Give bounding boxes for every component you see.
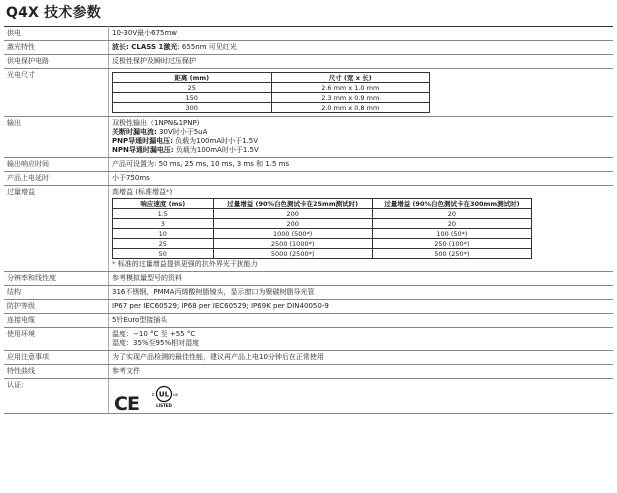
row-label: 激光特性 — [4, 41, 109, 55]
spec-row-rating — [4, 300, 613, 314]
table-cell: 200 — [213, 219, 372, 229]
table-row — [113, 83, 430, 93]
row-label: 输出 — [4, 117, 109, 158]
row-label: 认证: — [4, 379, 109, 414]
spec-row-connection — [4, 314, 613, 328]
spec-row-protection — [4, 55, 613, 69]
spec-row-laser — [4, 41, 613, 55]
table-cell: 2500 (1000*) — [213, 239, 372, 249]
column-header: 过量增益 (90%白色测试卡在300mm测试时) — [372, 199, 531, 209]
table-cell: 10 — [113, 229, 214, 239]
row-value — [109, 41, 614, 55]
table-row — [113, 219, 532, 229]
row-value: 参考模拟量型号的资料 — [109, 272, 614, 286]
ul-mark-text: UL — [158, 390, 170, 399]
row-value: 为了实现产品检测的最佳性能，建议再产品上电10分钟后在正常使用 — [109, 351, 614, 365]
table-cell: 300 — [113, 103, 272, 113]
spec-row-certification — [4, 379, 613, 414]
row-value: 10-30V最小675mw — [109, 27, 614, 41]
table-row — [113, 239, 532, 249]
output-npn: NPN导通时漏电压: 负载为100mA时小于1.5V — [112, 146, 259, 154]
ce-mark-icon: CE — [114, 393, 139, 415]
table-cell: 2.0 mm x 0.8 mm — [271, 103, 430, 113]
table-cell: 25 — [113, 239, 214, 249]
laser-wavelength: : 655nm 可见红光 — [177, 43, 237, 51]
row-label: 结构 — [4, 286, 109, 300]
table-row — [113, 229, 532, 239]
spec-row-gain — [4, 186, 613, 272]
row-label: 使用环境 — [4, 328, 109, 351]
output-leakage: 关断时漏电流: 30V时小于5uA — [112, 128, 208, 136]
table-cell: 2.3 mm x 0.9 mm — [271, 93, 430, 103]
table-cell: 500 (250*) — [372, 249, 531, 259]
spec-row-curve — [4, 365, 613, 379]
spec-table — [4, 26, 613, 414]
table-cell: 50 — [113, 249, 214, 259]
spec-row-notes — [4, 351, 613, 365]
table-row — [113, 249, 532, 259]
row-label: 产品上电延时 — [4, 172, 109, 186]
table-cell: 1.5 — [113, 209, 214, 219]
ul-us-text: us — [172, 393, 179, 398]
row-value: 5针Euro型接插头 — [109, 314, 614, 328]
table-cell: 2.6 mm x 1.0 mm — [271, 83, 430, 93]
row-label: 供电保护电路 — [4, 55, 109, 69]
spec-row-power — [4, 27, 613, 41]
spec-row-structure — [4, 286, 613, 300]
row-value: 产品可设置为: 50 ms, 25 ms, 10 ms, 3 ms 和 1.5 ms — [109, 158, 614, 172]
gain-note: * 标准的过量增益提供更强的抗外界光干扰能力 — [112, 260, 258, 268]
row-label: 连接电缆 — [4, 314, 109, 328]
spec-row-response — [4, 158, 613, 172]
ul-c-text: c — [151, 392, 155, 398]
table-cell: 100 (50*) — [372, 229, 531, 239]
spec-row-delay — [4, 172, 613, 186]
table-header-row — [113, 73, 430, 83]
row-value: 参考文件 — [109, 365, 614, 379]
row-label: 过量增益 — [4, 186, 109, 272]
row-value: 小于750ms — [109, 172, 614, 186]
ul-listed-icon — [149, 385, 179, 409]
table-cell: 1000 (500*) — [213, 229, 372, 239]
row-label: 防护等级 — [4, 300, 109, 314]
row-label: 光电尺寸 — [4, 69, 109, 117]
gain-intro: 高增益 (标准增益*) — [112, 188, 173, 196]
table-cell: 25 — [113, 83, 272, 93]
row-value: 316不锈钢，PMMA丙烯酸树脂镜头，显示窗口为聚碳树脂导光管 — [109, 286, 614, 300]
column-header: 过量增益 (90%白色测试卡在25mm测试时) — [213, 199, 372, 209]
table-cell: 5000 (2500*) — [213, 249, 372, 259]
row-value: IP67 per IEC60529; IP68 per IEC60529; IP69K per DIN40050-9 — [109, 300, 614, 314]
column-header: 响应速度 (ms) — [113, 199, 214, 209]
spec-row-resolution — [4, 272, 613, 286]
table-row — [113, 93, 430, 103]
laser-wavelength-label: 波长: — [112, 43, 132, 51]
spot-size-table — [112, 72, 430, 113]
gain-table — [112, 198, 532, 259]
row-label: 特性曲线 — [4, 365, 109, 379]
row-label: 供电 — [4, 27, 109, 41]
column-header: 尺寸 (宽 x 长) — [271, 73, 430, 83]
table-cell: 200 — [213, 209, 372, 219]
table-row — [113, 209, 532, 219]
row-label: 输出响应时间 — [4, 158, 109, 172]
row-label: 应用注意事项 — [4, 351, 109, 365]
row-value: 反极性保护及瞬时过压保护 — [109, 55, 614, 69]
spec-row-output — [4, 117, 613, 158]
env-humidity: 湿度：35%至95%相对湿度 — [112, 339, 200, 347]
row-label: 分辨率和线性度 — [4, 272, 109, 286]
output-pnp: PNP导通时漏电压: 负载为100mA时小于1.5V — [112, 137, 259, 145]
output-type: 双极性输出（1NPN&1PNP) — [112, 119, 200, 127]
table-cell: 20 — [372, 209, 531, 219]
table-cell: 3 — [113, 219, 214, 229]
column-header: 距离 (mm) — [113, 73, 272, 83]
table-cell: 20 — [372, 219, 531, 229]
ul-listed-text: LISTED — [156, 403, 172, 408]
spec-row-environment — [4, 328, 613, 351]
laser-class: CLASS 1激光 — [131, 43, 178, 51]
spec-row-spot-size — [4, 69, 613, 117]
table-cell: 250 (100*) — [372, 239, 531, 249]
table-cell: 150 — [113, 93, 272, 103]
table-header-row — [113, 199, 532, 209]
env-temperature: 温度：−10 °C 至 +55 °C — [112, 330, 196, 338]
page-title: Q4X 技术参数 — [6, 5, 101, 21]
table-row — [113, 103, 430, 113]
